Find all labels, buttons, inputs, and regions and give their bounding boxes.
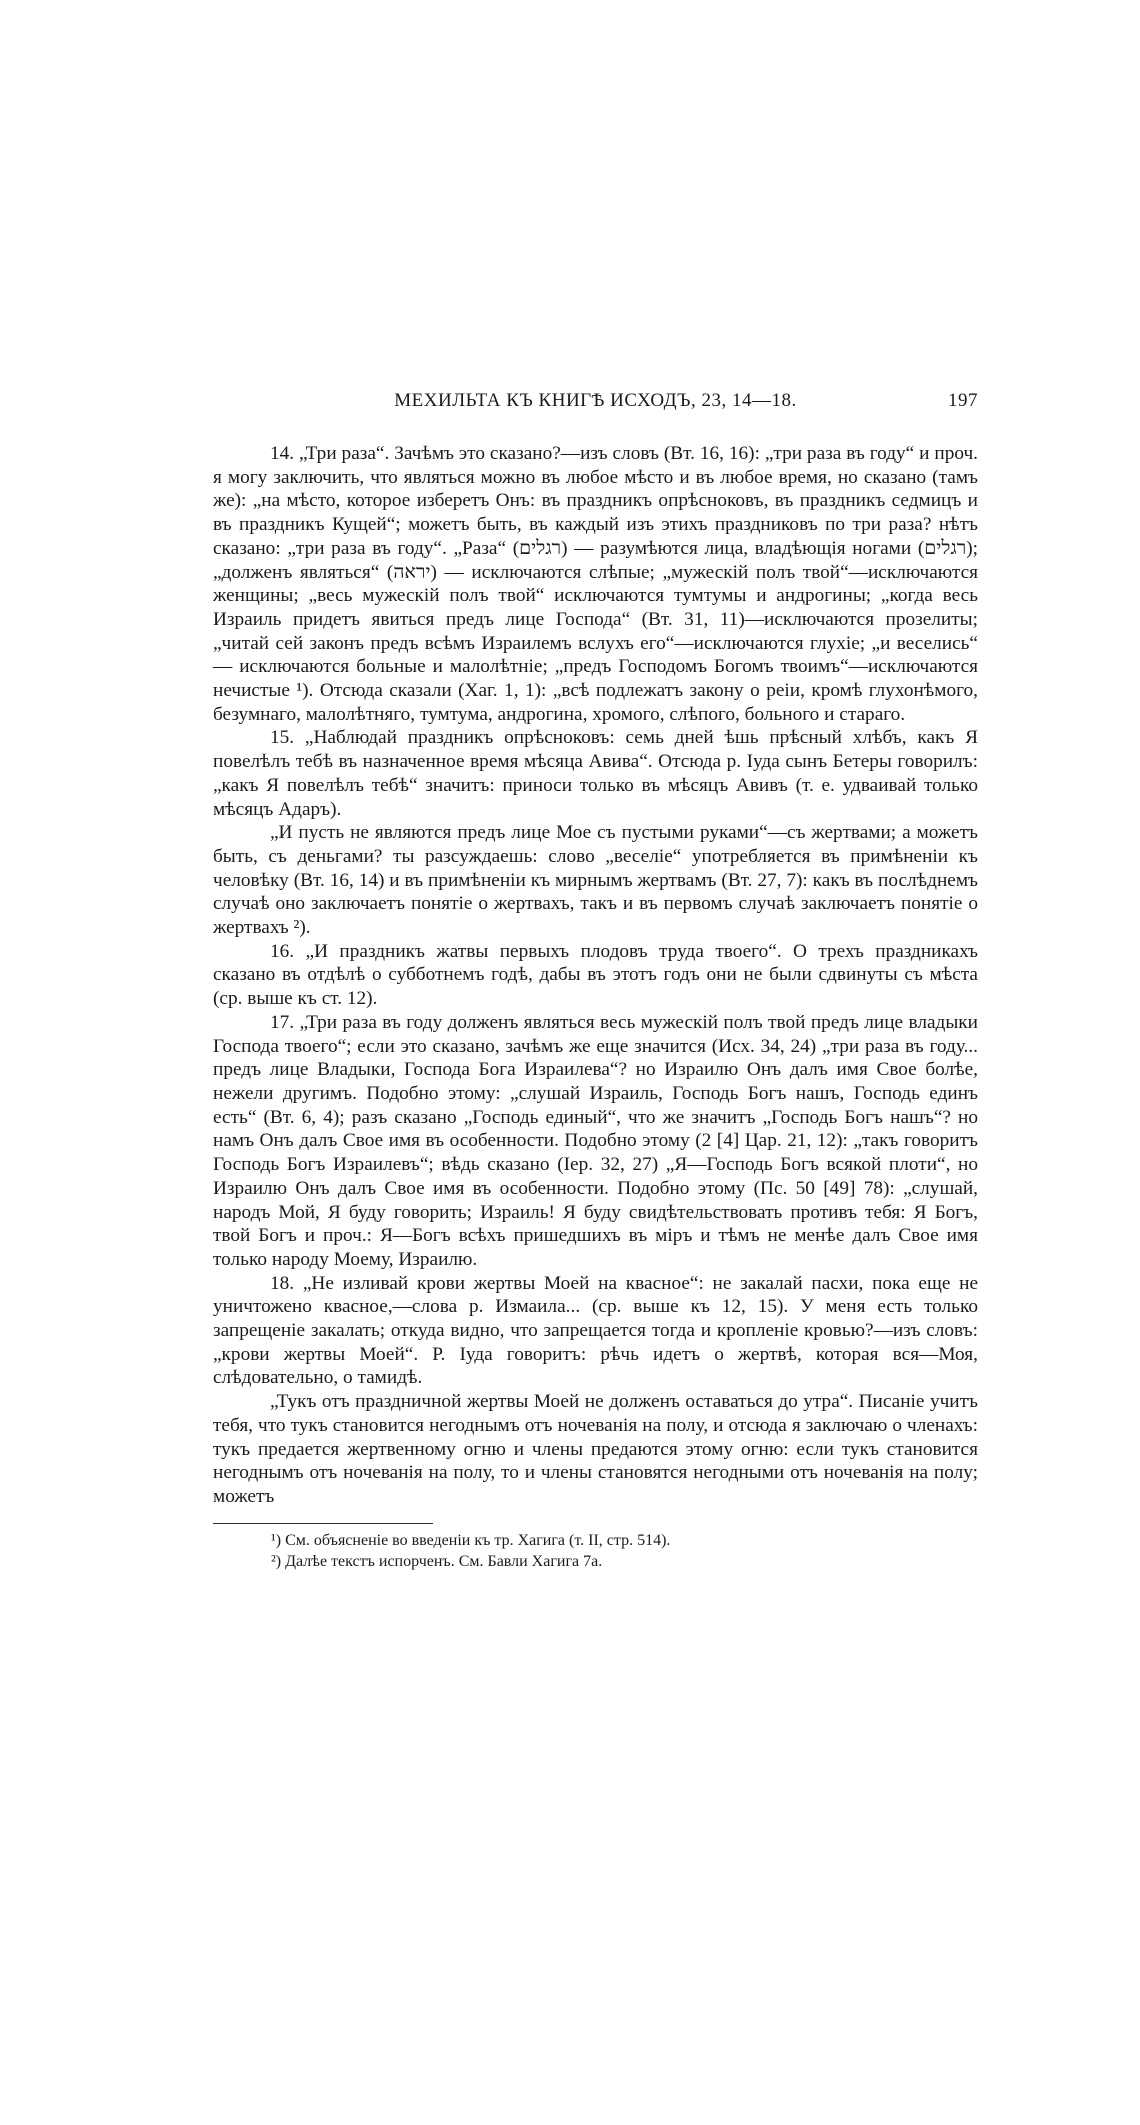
paragraph-verse-18-cont: „Тукъ отъ праздничной жертвы Моей не долженъ оставаться до утра“. Писаніе учитъ тебя, что тукъ становится негоднымъ отъ ночеванія на полу, и отсюда я заключаю о членахъ: тукъ предается жертвенному огню и члены предаются этому огню: если тукъ становится негоднымъ отъ ночеванія на полу, то и члены становятся негодными отъ ночеванія на полу; можетъ (213, 1391, 978, 1507)
page-number: 197 (948, 390, 978, 411)
paragraph-verse-14: 14. „Три раза“. Зачѣмъ это сказано?—изъ словъ (Вт. 16, 16): „три раза въ году“ и проч. я могу заключить, что являться можно въ любое мѣсто и въ любое время, но сказано (тамъ же): „на мѣсто, которое изберетъ Онъ: въ праздникъ опрѣсноковъ, въ праздникъ седмицъ и въ праздникъ Кущей“; можетъ быть, въ каждый изъ этихъ праздниковъ по три раза? нѣтъ сказано: „три раза въ году“. „Раза“ (רגלים) — разумѣются лица, владѣющія ногами (רגלים); „долженъ являться“ (יראה) — исключаются слѣпые; „мужескій полъ твой“—исключаются женщины; „весь мужескій полъ твой“ исключаются тумтумы и андрогины; „когда весь Израиль придетъ явиться предъ лице Господа“ (Вт. 31, 11)—исключаются прозелиты; „читай сей законъ предъ всѣмъ Израилемъ вслухъ его“—исключаются глухіе; „и веселись“ — исключаются больные и малолѣтніе; „предъ Господомъ Богомъ твоимъ“—исключаются нечистые ¹). Отсюда сказали (Хаг. 1, 1): „всѣ подлежатъ закону о реіи, кромѣ глухонѣмого, безумнаго, малолѣтняго, тумтума, андрогина, хромого, слѣпого, больного и стараго. (213, 443, 978, 725)
paragraph-verse-16: 16. „И праздникъ жатвы первыхъ плодовъ труда твоего“. О трехъ праздникахъ сказано въ отдѣлѣ о субботнемъ годѣ, дабы въ этотъ годъ они не были сдвинуты съ мѣста (ср. выше къ ст. 12). (213, 940, 978, 1010)
running-title: МЕХИЛЬТА КЪ КНИГѢ ИСХОДЪ, 23, 14—18. (394, 390, 797, 411)
paragraph-verse-15: 15. „Наблюдай праздникъ опрѣсноковъ: семь дней ѣшь прѣсный хлѣбъ, какъ Я повелѣлъ тебѣ въ назначенное время мѣсяца Авива“. Отсюда р. Іуда сынъ Бетеры говорилъ: „какъ Я повелѣлъ тебѣ“ значитъ: приноси только въ мѣсяцъ Авивъ (т. е. удваивай только мѣсяцъ Адаръ). (213, 727, 978, 820)
paragraph-verse-15-cont: „И пусть не являются предъ лице Мое съ пустыми руками“—съ жертвами; а можетъ быть, съ деньгами? ты разсуждаешь: слово „веселіе“ употребляется въ примѣненіи къ человѣку (Вт. 16, 14) и въ примѣненіи къ мирнымъ жертвамъ (Вт. 27, 7): какъ въ послѣднемъ случаѣ оно заключаетъ понятіе о жертвахъ, такъ и въ первомъ случаѣ заключаетъ понятіе о жертвахъ ²). (213, 822, 978, 939)
running-head (213, 390, 978, 420)
body-text (213, 442, 978, 1509)
book-page (213, 390, 978, 1572)
footnote-1: ¹) См. объясненіе во введеніи къ тр. Хагига (т. II, стр. 514). (271, 1531, 671, 1549)
footnotes (213, 1530, 978, 1572)
footnote-divider (213, 1523, 433, 1524)
paragraph-verse-17: 17. „Три раза въ году долженъ являться весь мужескій полъ твой предъ лице владыки Господа твоего“; если это сказано, зачѣмъ же еще значится (Исх. 34, 24) „три раза въ году... предъ лице Владыки, Господа Бога Израилева“? но Израилю Онъ далъ имя Свое болѣе, нежели другимъ. Подобно этому: „слушай Израиль, Господь Богъ нашъ, Господь единъ есть“ (Вт. 6, 4); разъ сказано „Господь единый“, что же значитъ „Господь Богъ нашъ“? но намъ Онъ далъ Свое имя въ особенности. Подобно этому (2 [4] Цар. 21, 12): „такъ говоритъ Господь Богъ Израилевъ“; вѣдь сказано (Іер. 32, 27) „Я—Господь Богъ всякой плоти“, но Израилю Онъ далъ Свое имя въ особенности. Подобно этому (Пс. 50 [49] 78): „слушай, народъ Мой, Я буду говорить; Израиль! Я буду свидѣтельствовать противъ тебя: Я Богъ, твой Богъ и проч.: Я—Богъ всѣхъ пришедшихъ въ міръ и тѣмъ не менѣе далъ Свое имя только народу Моему, Израилю. (213, 1011, 978, 1270)
footnote-2: ²) Далѣе текстъ испорченъ. См. Бавли Хагига 7а. (271, 1552, 603, 1570)
paragraph-verse-18: 18. „Не изливай крови жертвы Моей на квасное“: не закалай пасхи, пока еще не уничтожено квасное,—слова р. Измаила... (ср. выше къ 12, 15). У меня есть только запрещеніе закалать; откуда видно, что запрещается тогда и кропленіе кровью?—изъ словъ: „крови жертвы Моей“. Р. Іуда говоритъ: рѣчь идетъ о жертвѣ, которая вся—Моя, слѣдовательно, о тамидѣ. (213, 1272, 978, 1389)
